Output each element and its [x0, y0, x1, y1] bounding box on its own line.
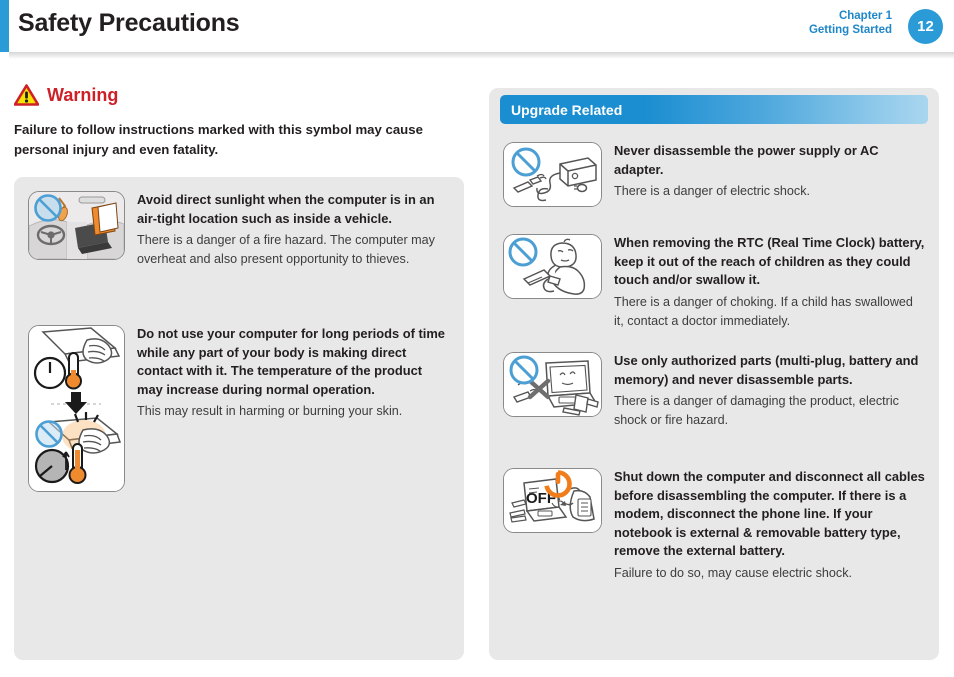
chapter-number-label: Chapter 1: [838, 10, 892, 22]
page-title: Safety Precautions: [18, 9, 240, 37]
car-interior-sunlight-icon: [28, 191, 125, 260]
list-item: [28, 191, 450, 269]
list-item-title: Avoid direct sunlight when the computer is in an air-tight location such as inside a vehicle.: [137, 192, 435, 226]
list-item-title: Never disassemble the power supply or AC adapter.: [614, 143, 879, 177]
list-item: [503, 468, 925, 583]
chapter-indicator: [809, 9, 892, 37]
list-item-description: This may result in harming or burning your skin.: [137, 404, 403, 419]
section-banner-upgrade-related: Upgrade Related: [500, 95, 928, 124]
list-item: [28, 325, 450, 492]
unauthorized-parts-prohibited-icon: [503, 352, 602, 417]
svg-text:OFF: OFF: [526, 490, 556, 507]
list-item-text: [614, 234, 925, 331]
header-shadow: [9, 52, 954, 59]
warning-triangle-icon: [14, 84, 39, 106]
child-swallow-battery-prohibited-icon: [503, 234, 602, 299]
left-warning-panel: [14, 177, 464, 660]
upgrade-related-panel: [489, 88, 939, 660]
power-off-disconnect-cables-icon: [503, 468, 602, 533]
list-item-description: There is a danger of damaging the product, electric shock or fire hazard.: [614, 394, 899, 428]
list-item-title: Shut down the computer and disconnect all cables before disassembling the computer. If there is a modem, disconnect the phone line. If your notebook is external & removable battery type, remove the external battery.: [614, 469, 925, 559]
list-item-description: There is a danger of choking. If a child has swallowed it, contact a doctor immediately.: [614, 294, 913, 328]
list-item-title: When removing the RTC (Real Time Clock) battery, keep it out of the reach of children as they could touch and/or swallow it.: [614, 235, 925, 288]
hot-surface-skin-contact-icon: [28, 325, 125, 492]
ac-adapter-disassemble-prohibited-icon: [503, 142, 602, 207]
list-item-title: Use only authorized parts (multi-plug, battery and memory) and never disassemble parts.: [614, 353, 919, 387]
list-item: [503, 142, 925, 207]
warning-label: Warning: [47, 84, 119, 105]
header-accent-bar: [0, 0, 9, 52]
list-item-description: There is a danger of electric shock.: [614, 184, 810, 199]
page-header: [0, 0, 954, 52]
list-item-text: [614, 142, 925, 207]
page-number-badge: 12: [908, 9, 943, 44]
list-item-title: Do not use your computer for long periods of time while any part of your body is making direct contact with it. The temperature of the product may increase during normal operation.: [137, 326, 445, 397]
list-item-description: Failure to do so, may cause electric shock.: [614, 565, 852, 580]
list-item-text: [614, 468, 925, 583]
list-item-text: [614, 352, 925, 430]
warning-intro-text: Failure to follow instructions marked with this symbol may cause personal injury and even fatality.: [14, 122, 423, 157]
list-item-text: [137, 325, 450, 492]
warning-heading: [14, 84, 118, 106]
list-item-description: There is a danger of a fire hazard. The computer may overheat and also present opportunity to thieves.: [137, 233, 435, 267]
chapter-name-label: Getting Started: [808, 24, 892, 36]
list-item: [503, 234, 925, 331]
list-item-text: [137, 191, 450, 269]
list-item: [503, 352, 925, 430]
